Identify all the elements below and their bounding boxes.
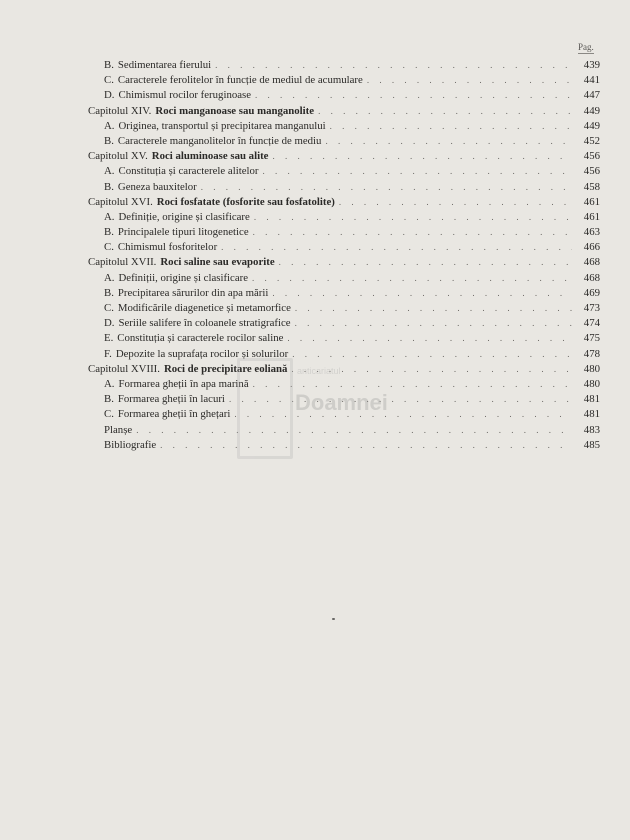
toc-page-number: 441	[583, 74, 600, 87]
toc-entry-title: Roci de precipitare eoliană	[163, 362, 288, 375]
toc-page-number: 439	[583, 59, 600, 71]
toc-chapter-row	[88, 255, 600, 270]
toc-entry-title: Caracterele ferolitelor în funcție de mediul de acumulare	[117, 74, 363, 87]
toc-page-number: 452	[583, 134, 600, 147]
ink-speck	[332, 618, 335, 620]
dot-leader	[254, 210, 572, 225]
dot-leader	[252, 271, 572, 286]
watermark-text: Doamnei	[295, 390, 388, 415]
toc-entry-prefix: C.	[104, 74, 114, 87]
toc-entry-label	[104, 407, 230, 422]
toc-page-number: 480	[583, 362, 600, 375]
toc-entry-prefix: Capitolul XVII.	[88, 256, 157, 269]
toc-entry-prefix: C.	[104, 302, 114, 314]
toc-section-row	[88, 423, 600, 438]
toc-section-row	[88, 164, 600, 179]
toc-page-number: 456	[583, 150, 600, 163]
dot-leader	[330, 119, 572, 134]
toc-entry-title: Modificările diagenetice și metamorfice	[117, 302, 291, 314]
toc-entry-label	[88, 362, 287, 377]
page-column-label: Pag.	[578, 42, 594, 52]
toc-section-row	[88, 271, 600, 286]
dot-leader	[234, 407, 572, 422]
dot-leader	[279, 255, 572, 270]
toc-entry-title: Sedimentarea fierului	[117, 59, 212, 71]
toc-entry-title: Caracterele manganolitelor în funcție de mediu	[117, 134, 322, 147]
toc-section-row	[88, 438, 600, 453]
toc-page-number: 474	[583, 317, 600, 330]
toc-entry-prefix: B.	[104, 393, 114, 406]
dot-leader	[229, 392, 572, 407]
toc-page-number: 461	[583, 210, 600, 223]
toc-entry-label	[104, 210, 250, 225]
toc-page-number: 456	[583, 165, 600, 178]
dot-leader	[272, 149, 572, 164]
toc-entry-title: Chimismul fosforitelor	[117, 241, 218, 254]
toc-entry-title: Roci saline sau evaporite	[160, 256, 275, 269]
toc-chapter-row	[88, 195, 600, 210]
toc-chapter-row	[88, 362, 600, 377]
toc-entry-label	[104, 301, 291, 316]
dot-leader	[253, 377, 572, 392]
toc-entry-label	[104, 392, 225, 407]
toc-entry-label	[104, 134, 321, 149]
toc-entry-prefix: B.	[104, 134, 114, 147]
toc-entry-label	[104, 347, 288, 362]
toc-entry-prefix: B.	[104, 286, 114, 299]
toc-page-number: 468	[583, 271, 600, 284]
toc-page-number: 468	[583, 256, 600, 269]
toc-entry-title: Definiție, origine și clasificare	[118, 210, 250, 223]
toc-section-row	[88, 58, 600, 73]
toc-page-number: 449	[583, 119, 600, 132]
toc-page-number: 447	[583, 89, 600, 102]
dot-leader	[160, 438, 572, 453]
toc-entry-label	[88, 104, 314, 119]
toc-entry-prefix: E.	[104, 332, 114, 345]
toc-section-row	[88, 119, 600, 134]
toc-entry-title: Precipitarea sărurilor din apa mării	[117, 286, 269, 299]
toc-section-row	[88, 210, 600, 225]
toc-entry-prefix: F.	[104, 347, 112, 360]
toc-section-row	[88, 392, 600, 407]
toc-entry-title: Bibliografie	[104, 438, 157, 451]
toc-section-row	[88, 225, 600, 240]
dot-leader	[263, 164, 572, 179]
toc-section-row	[88, 316, 600, 331]
toc-entry-title: Roci manganoase sau manganolite	[155, 104, 315, 117]
dot-leader	[367, 73, 572, 88]
dot-leader	[295, 301, 572, 316]
toc-page-number: 458	[583, 180, 600, 193]
dot-leader	[325, 134, 572, 149]
toc-entry-prefix: A.	[104, 165, 115, 178]
toc-section-row	[88, 180, 600, 195]
toc-page-number: 478	[583, 347, 600, 360]
toc-entry-label	[104, 377, 249, 392]
toc-page-number: 463	[583, 226, 600, 239]
toc-entry-title: Principalele tipuri litogenetice	[117, 226, 249, 239]
toc-entry-title: Formarea gheții în ghețari	[117, 408, 231, 421]
toc-entry-label	[88, 195, 335, 210]
dot-leader	[295, 316, 572, 331]
dot-leader	[272, 286, 572, 301]
dot-leader	[287, 331, 572, 346]
toc-entry-prefix: Capitolul XVIII.	[88, 362, 160, 375]
watermark-top-text: anticariatul	[297, 366, 341, 376]
toc-entry-title: Roci fosfatate (fosforite sau fosfatolite)	[156, 195, 335, 208]
dot-leader	[339, 195, 572, 210]
toc-section-row	[88, 301, 600, 316]
toc-entry-title: Seriile salifere în coloanele stratigrafice	[118, 317, 291, 330]
toc-entry-label	[104, 164, 259, 179]
toc-entry-title: Definiții, origine și clasificare	[118, 271, 249, 284]
toc-entry-prefix: B.	[104, 226, 114, 239]
toc-page-number: 485	[583, 438, 600, 451]
dot-leader	[318, 104, 572, 119]
dot-leader	[253, 225, 572, 240]
toc-section-row	[88, 331, 600, 346]
toc-entry-prefix: B.	[104, 180, 114, 193]
toc-chapter-row	[88, 149, 600, 164]
toc-page-number: 449	[583, 104, 600, 117]
dot-leader	[292, 347, 572, 362]
toc-section-row	[88, 240, 600, 255]
toc-entry-title: Constituția și caracterele alitelor	[118, 165, 259, 178]
toc-section-row	[88, 347, 600, 362]
toc-entry-label	[104, 58, 211, 73]
toc-entry-label	[88, 255, 275, 270]
toc-page-number: 481	[583, 408, 600, 421]
toc-entry-label	[104, 240, 217, 255]
toc-entry-prefix: C.	[104, 408, 114, 421]
toc-entry-title: Geneza bauxitelor	[117, 180, 197, 193]
toc-section-row	[88, 88, 600, 103]
toc-page-number: 475	[583, 332, 600, 345]
toc-entry-label	[104, 286, 268, 301]
toc-section-row	[88, 377, 600, 392]
toc-entry-prefix: Capitolul XIV.	[88, 104, 152, 117]
toc-entry-label	[104, 119, 326, 134]
dot-leader	[201, 180, 572, 195]
dot-leader	[255, 88, 572, 103]
toc-entry-prefix: Capitolul XV.	[88, 150, 148, 163]
toc-section-row	[88, 134, 600, 149]
toc-page-number: 466	[583, 241, 600, 254]
dot-leader	[215, 58, 572, 73]
toc-entry-prefix: A.	[104, 271, 115, 284]
toc-page-number: 469	[583, 286, 600, 299]
toc-entry-label	[104, 331, 283, 346]
toc-entry-prefix: B.	[104, 59, 114, 71]
toc-entry-label	[104, 88, 251, 103]
toc-chapter-row	[88, 104, 600, 119]
toc-entry-title: Constituția și caracterele rocilor saline	[117, 332, 284, 345]
toc-section-row	[88, 407, 600, 422]
toc-entry-label	[104, 73, 363, 88]
toc-page-number: 461	[583, 195, 600, 208]
toc-entry-label	[104, 225, 249, 240]
toc-entry-label	[104, 271, 248, 286]
toc-entry-title: Originea, transportul și precipitarea manganului	[118, 119, 326, 132]
toc-entry-label	[104, 316, 291, 331]
toc-entry-prefix: C.	[104, 241, 114, 254]
toc-entry-label	[88, 149, 268, 164]
toc-entry-title: Chimismul rocilor feruginoase	[118, 89, 252, 102]
toc-section-row	[88, 286, 600, 301]
toc-section-row	[88, 73, 600, 88]
dot-leader	[221, 240, 572, 255]
toc-page-number: 483	[583, 423, 600, 436]
toc-entry-prefix: D.	[104, 317, 115, 330]
toc-entry-prefix: Capitolul XVI.	[88, 195, 153, 208]
toc-entry-prefix: A.	[104, 119, 115, 132]
toc-entry-prefix: A.	[104, 210, 115, 223]
toc-entry-label	[104, 423, 132, 438]
toc-entry-title: Formarea gheții în lacuri	[117, 393, 225, 406]
toc-page-number: 480	[583, 377, 600, 390]
toc-page-number: 473	[583, 302, 600, 314]
toc-page-number: 481	[583, 393, 600, 406]
dot-leader	[136, 423, 572, 438]
toc-entry-title: Depozite la suprafața rocilor și solurilor	[115, 347, 289, 360]
toc-entry-title: Planșe	[104, 423, 133, 436]
toc-entry-label	[104, 438, 156, 453]
toc-entry-title: Roci aluminoase sau alite	[151, 150, 269, 163]
toc-entry-label	[104, 180, 197, 195]
toc-entry-prefix: A.	[104, 377, 115, 390]
toc-entry-title: Formarea gheții în apa marină	[118, 377, 249, 390]
toc-entry-prefix: D.	[104, 89, 115, 102]
dot-leader	[291, 362, 572, 377]
table-of-contents	[88, 58, 600, 453]
